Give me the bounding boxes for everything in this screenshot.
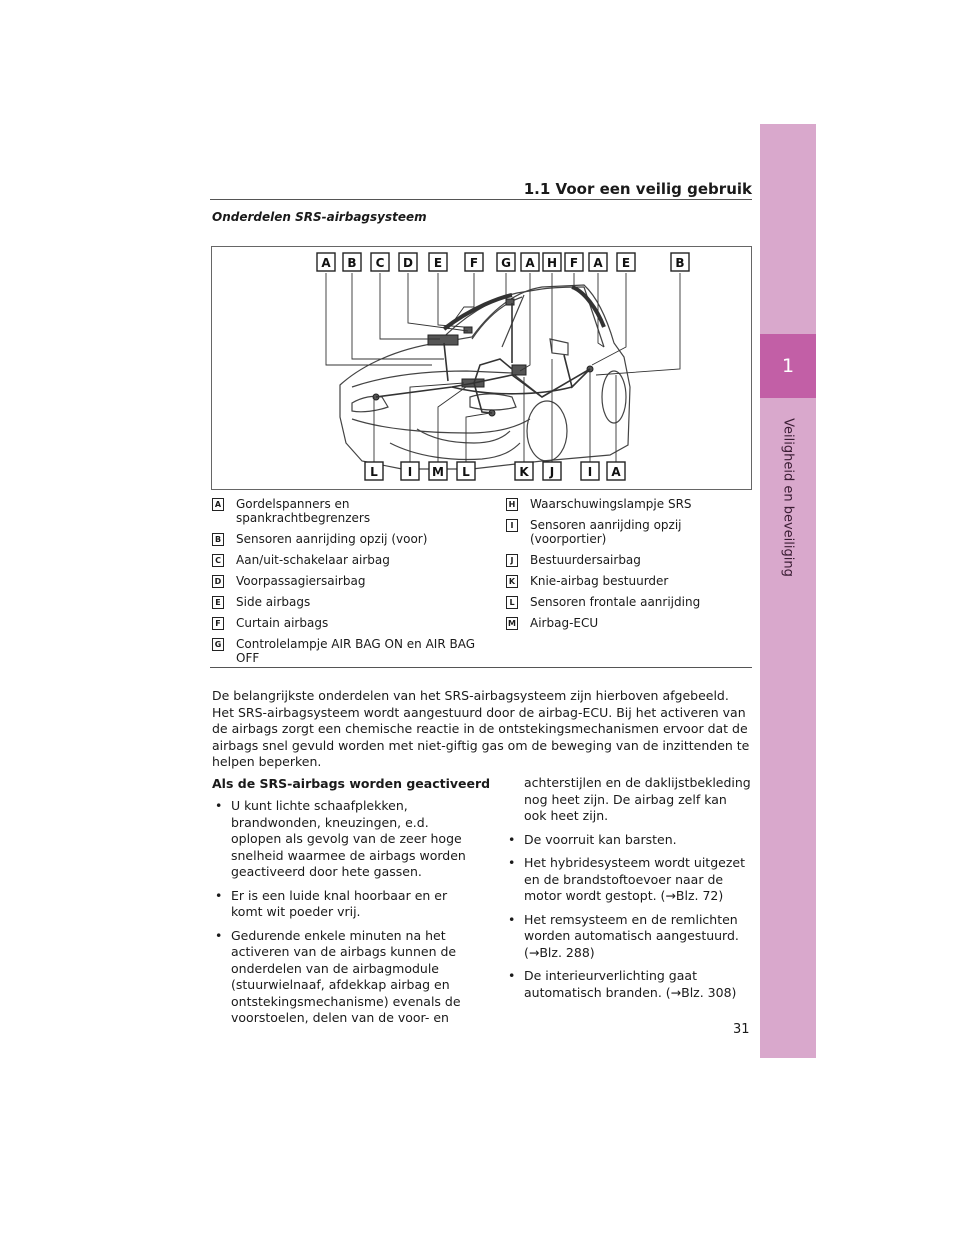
legend-item — [506, 518, 751, 546]
legend-text: Bestuurdersairbag — [530, 553, 641, 567]
section-title: Onderdelen SRS-airbagsysteem — [212, 210, 427, 224]
bullet-dot: • — [508, 855, 516, 870]
bullet-list-right — [505, 775, 753, 1008]
legend-text: Airbag-ECU — [530, 616, 599, 630]
legend-key: F — [212, 617, 224, 630]
legend-item — [212, 574, 487, 588]
curtain-airbag-left — [444, 295, 512, 329]
legend-text: Controlelampje AIR BAG ON en AIR BAG OFF — [236, 637, 475, 665]
srs-diagram — [211, 246, 752, 490]
bottom-callouts — [365, 462, 625, 480]
callout-bottom-6: J — [549, 465, 555, 479]
chapter-side-label: Veiligheid en beveiliging — [780, 418, 796, 577]
list-item — [212, 928, 474, 1027]
legend-key: K — [506, 575, 518, 588]
srs-car-illustration — [212, 247, 751, 489]
legend-item — [212, 637, 487, 665]
chapter-side-tab — [760, 124, 816, 1058]
callout-top-11: A — [593, 256, 603, 270]
page-header-title: 1.1 Voor een veilig gebruik — [523, 180, 752, 198]
legend-key: A — [212, 498, 224, 511]
callout-bottom-4: L — [462, 465, 470, 479]
callout-top-2: B — [347, 256, 357, 270]
chapter-number: 1 — [781, 355, 795, 377]
callout-top-1: A — [321, 256, 331, 270]
legend-key: I — [506, 519, 518, 532]
bullet-dot: • — [215, 887, 223, 903]
legend-key: H — [506, 498, 518, 511]
bullet-dot: • — [508, 831, 516, 847]
bullet-text: U kunt lichte schaafplekken, brandwonden, kneuzingen, e.d. oplopen als gevolg van de zeer hoge snelheid waarmee de airbags worden geactiveerd door hete gassen. — [231, 798, 466, 879]
steering-part — [512, 365, 526, 375]
legend-item — [212, 595, 487, 609]
callout-bottom-3: M — [432, 465, 444, 479]
legend-text: Waarschuwingslampje SRS — [530, 497, 692, 511]
legend-text: Voorpassagiersairbag — [236, 574, 366, 588]
bullet-text: De interieurverlichting gaat automatisch branden. (→Blz. 308) — [524, 968, 737, 1000]
callout-top-10: F — [569, 256, 579, 270]
legend-divider — [210, 667, 752, 668]
page-number: 31 — [733, 1022, 750, 1037]
intro-paragraph: De belangrijkste onderdelen van het SRS-airbagsysteem zijn hierboven afgebeeld. Het SRS-airbagsysteem wordt aangestuurd door de airbag-ECU. Bij het activeren van de airbags zorgt een chemische reactie in de ontstekingsmechanismen ervoor dat de airbags snel gevuld worden met niet-giftig gas om de beweging van de inzittenden te helpen beperken. — [212, 688, 750, 769]
bullet-list-left — [212, 798, 474, 1034]
bullet-text: Er is een luide knal hoorbaar en er komt wit poeder vrij. — [231, 887, 448, 919]
legend-key: L — [506, 596, 518, 609]
list-item — [505, 968, 753, 1001]
activated-heading: Als de SRS-airbags worden geactiveerd — [212, 776, 491, 791]
callout-bottom-5: K — [519, 465, 529, 479]
passenger-airbag-part — [428, 335, 458, 345]
curtain-airbag-right — [572, 287, 604, 327]
list-item — [505, 912, 753, 962]
callout-top-12: E — [621, 256, 631, 270]
legend-key: C — [212, 554, 224, 567]
chapter-number-box — [760, 334, 816, 398]
legend-item — [212, 553, 487, 567]
legend-item — [212, 616, 487, 630]
bullet-continuation: achterstijlen en de daklijstbekleding nog heet zijn. De airbag zelf kan ook heet zijn. — [524, 775, 751, 823]
airbag-components — [373, 299, 593, 416]
bullet-dot: • — [508, 968, 516, 983]
callout-top-5: E — [433, 256, 443, 270]
callout-top-3: C — [375, 256, 385, 270]
legend-text: Sensoren frontale aanrijding — [530, 595, 701, 609]
legend-key: M — [506, 617, 518, 630]
legend-text: Sensoren aanrijding opzij (voorportier) — [530, 518, 682, 546]
legend-item — [212, 497, 487, 525]
callout-top-7: G — [501, 256, 511, 270]
legend-key: E — [212, 596, 224, 609]
legend-key: B — [212, 533, 224, 546]
legend-item — [506, 595, 751, 609]
legend-text: Sensoren aanrijding opzij (voor) — [236, 532, 428, 546]
callout-bottom-2: I — [407, 465, 413, 479]
header-divider — [210, 199, 752, 200]
airbag-switch-part — [464, 327, 472, 333]
bullet-text: Het hybridesysteem wordt uitgezet en de brandstoftoevoer naar de motor wordt gestopt. (→Blz. 72) — [524, 855, 745, 903]
callout-bottom-8: A — [611, 465, 621, 479]
bullet-text: De voorruit kan barsten. — [524, 831, 677, 847]
legend-text: Knie-airbag bestuurder — [530, 574, 669, 588]
bullet-dot: • — [215, 798, 223, 813]
legend-right — [506, 497, 751, 637]
list-item — [212, 888, 474, 921]
bullet-dot: • — [215, 927, 223, 943]
callout-bottom-1: L — [370, 465, 378, 479]
legend-item — [212, 532, 487, 546]
callout-top-8: A — [525, 256, 535, 270]
callout-bottom-7: I — [587, 465, 593, 479]
legend-item — [506, 574, 751, 588]
callout-top-13: B — [675, 256, 685, 270]
car-outline — [340, 285, 630, 469]
legend-key: D — [212, 575, 224, 588]
list-item — [505, 832, 753, 849]
legend-left — [212, 497, 487, 672]
legend-item — [506, 553, 751, 567]
list-item — [505, 855, 753, 905]
legend-item — [506, 497, 751, 511]
callout-top-9: H — [546, 256, 558, 270]
callout-top-4: D — [403, 256, 413, 270]
legend-text: Aan/uit-schakelaar airbag — [236, 553, 390, 567]
callout-top-6: F — [469, 256, 479, 270]
legend-item — [506, 616, 751, 630]
legend-key: J — [506, 554, 518, 567]
legend-text: Gordelspanners en spankrachtbegrenzers — [236, 497, 371, 525]
legend-text: Side airbags — [236, 595, 311, 609]
legend-key: G — [212, 638, 224, 651]
list-item — [212, 798, 474, 881]
bullet-dot: • — [508, 911, 516, 927]
bullet-text: Het remsysteem en de remlichten worden automatisch aangestuurd. (→Blz. 288) — [524, 911, 739, 960]
legend-text: Curtain airbags — [236, 616, 329, 630]
bullet-text: Gedurende enkele minuten na het activeren van de airbags kunnen de onderdelen van de airbagmodule (stuurwielnaaf, afdekkap airbag en ontstekingsmechanisme) evenals de voorstoelen, delen van de voor- en — [231, 927, 461, 1025]
